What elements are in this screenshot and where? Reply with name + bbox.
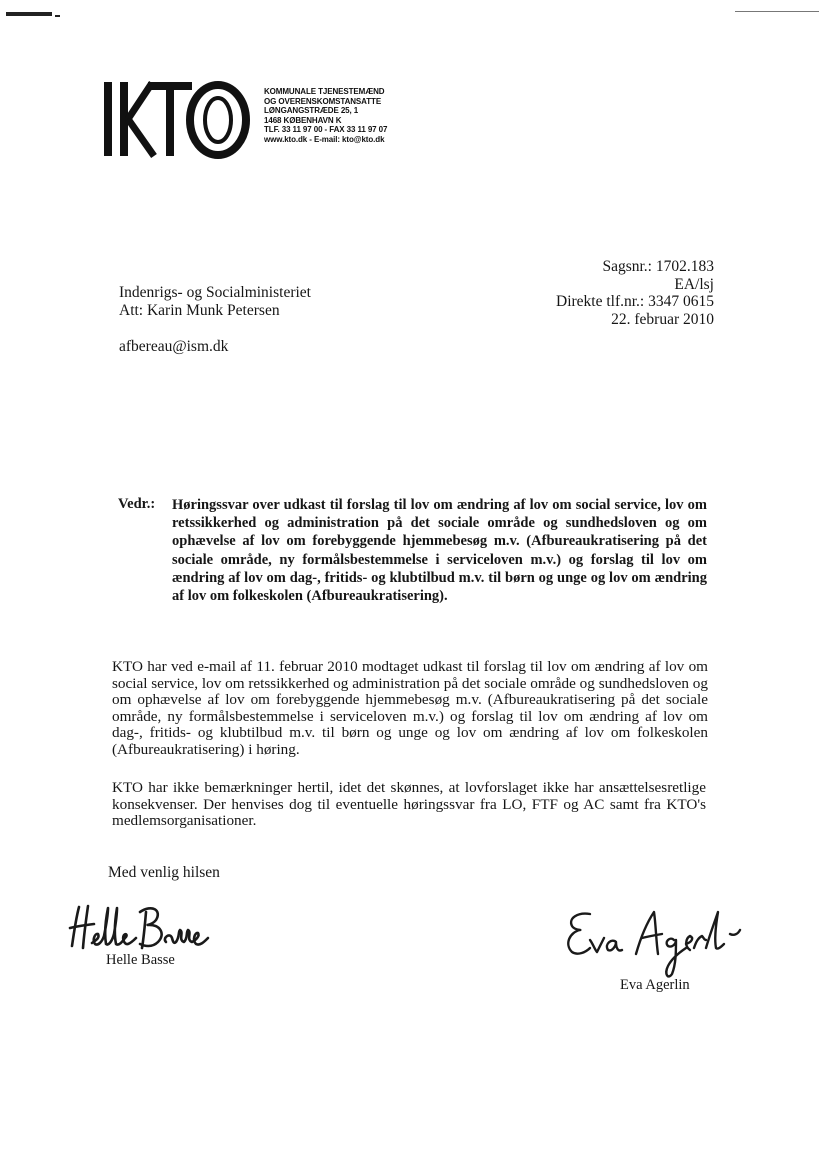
org-phone: TLF. 33 11 97 00 - FAX 33 11 97 07 <box>264 125 388 135</box>
org-name-line2: OG OVERENSKOMSTANSATTE <box>264 96 382 106</box>
kto-logo <box>100 78 252 160</box>
scan-artifact-top-right <box>735 11 819 12</box>
recipient-line2: Att: Karin Munk Petersen <box>119 302 280 319</box>
subject-label: Vedr.: <box>118 496 156 512</box>
closing-salutation: Med venlig hilsen <box>108 864 220 881</box>
recipient-address <box>119 284 311 320</box>
signatory-name-1: Helle Basse <box>106 952 175 968</box>
handwritten-signature-eva-agerlin <box>560 904 750 982</box>
initials: EA/lsj <box>674 275 714 293</box>
body-paragraph-1: KTO har ved e-mail af 11. februar 2010 modtaget udkast til forslag til lov om ændring af lov om social service, lov om retssikkerhed og administration på det sociale område og sundhedsloven og om ophævelse af lov om forebyggende hjemmebesøg m.v. (Afbureaukratisering på det sociale område, ny formålsbestemmelse i serviceloven m.v.) og forslag til lov om ændring af lov om dag-, fritids- og klubtilbud m.v. til børn og unge og lov om ændring af lov om folkeskolen (Afbureaukratisering) i høring. <box>112 658 708 758</box>
reference-block <box>556 258 714 328</box>
recipient-email: afbereau@ism.dk <box>119 338 229 355</box>
handwritten-signature-helle-basse <box>62 898 222 958</box>
org-city: 1468 KØBENHAVN K <box>264 115 342 125</box>
org-street: LØNGANGSTRÆDE 25, 1 <box>264 106 359 116</box>
letter-date: 22. februar 2010 <box>611 310 714 328</box>
case-number: Sagsnr.: 1702.183 <box>602 258 714 275</box>
signatory-name-2: Eva Agerlin <box>620 977 690 993</box>
scan-artifact-top-left-dot <box>55 15 60 17</box>
subject-text: Høringssvar over udkast til forslag til lov om ændring af lov om social service, lov om retssikkerhed og administration på det sociale område og sundhedsloven og om ophævelse af lov om forebyggende hjemmebesøg m.v. (Afbureaukratisering på det sociale område, ny formålsbestemmelse i serviceloven m.v.) og forslag til lov om ændring af lov om dag-, fritids- og klubtilbud m.v. til børn og unge og lov om ændring af lov om folkeskolen (Afbureaukratisering). <box>172 497 707 605</box>
direct-phone: Direkte tlf.nr.: 3347 0615 <box>556 293 714 310</box>
letterhead-address <box>264 87 387 145</box>
body-paragraph-2: KTO har ikke bemærkninger hertil, idet det skønnes, at lovforslaget ikke har ansættelsesretlige konsekvenser. Der henvises dog til eventuelle høringssvar fra LO, FTF og AC samt fra KTO's medlemsorganisationer. <box>112 779 706 830</box>
org-web: www.kto.dk - E-mail: kto@kto.dk <box>264 134 385 144</box>
recipient-line1: Indenrigs- og Socialministeriet <box>119 284 311 301</box>
org-name-line1: KOMMUNALE TJENESTEMÆND <box>264 87 385 96</box>
scan-artifact-top-left <box>6 12 52 16</box>
